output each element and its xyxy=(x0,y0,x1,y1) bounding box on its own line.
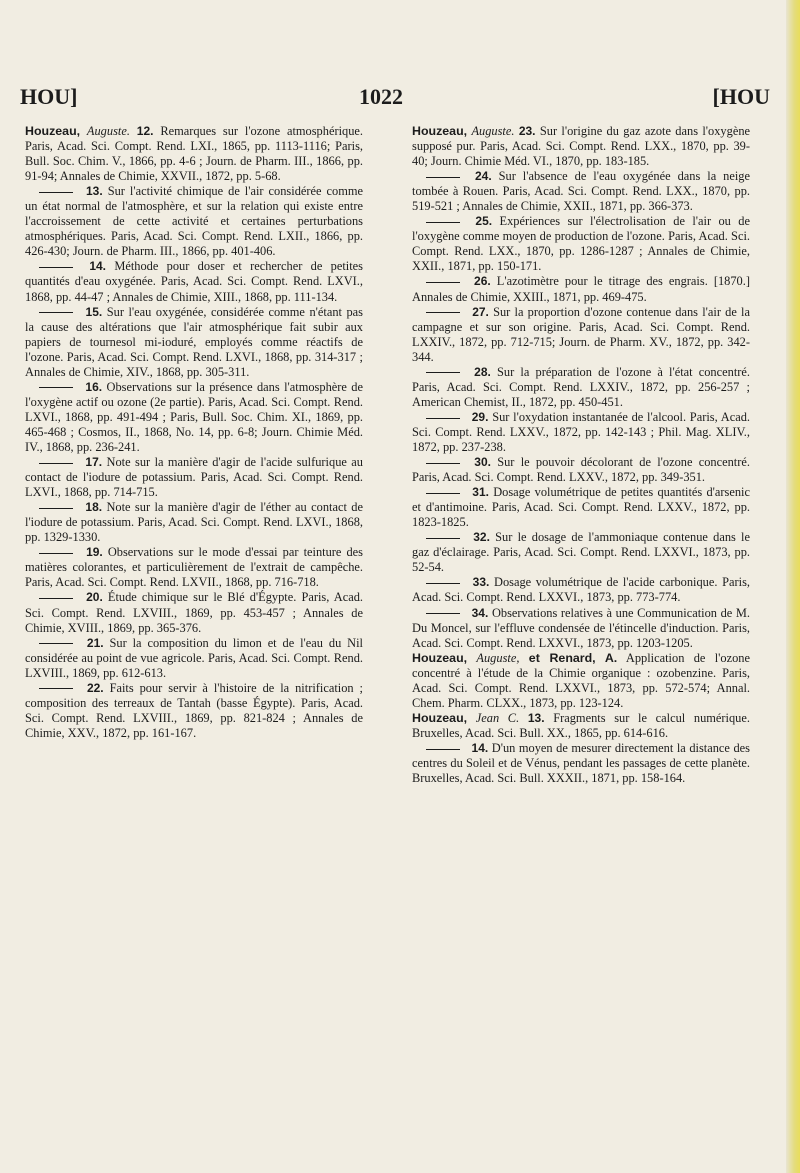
coauthor-name: et Renard, A. xyxy=(528,650,618,665)
bibliography-entry xyxy=(25,545,363,590)
entry-text: Note sur la manière d'agir de l'éther au contact de l'iodure de potassium. Paris, Acad. Sci. Compt. Rend. LXVI., 1868, pp. 1329-1330. xyxy=(25,500,363,545)
entry-text: Note sur la manière d'agir de l'acide sulfurique au contact de l'iodure de potassium. Paris, Acad. Sci. Compt. Rend. LXVI., 1868, pp. 714-715. xyxy=(25,455,363,500)
ditto-dash xyxy=(426,463,460,464)
header-right: [HOU xyxy=(712,84,770,109)
bibliography-entry xyxy=(412,606,750,651)
entry-text: Sur l'eau oxygénée, considérée comme n'étant pas la cause des altérations que l'air atmosphérique fait subir aux papiers de tournesol mi-ioduré, employés comme réactifs de l'ozone. Paris, Acad. Sci. Compt. Rend. LXVI., 1868, pp. 314-317 ; Annales de Chimie, XIV., 1868, pp. 305-311. xyxy=(25,304,363,379)
ditto-dash xyxy=(426,538,460,539)
entry-text: Fragments sur le calcul numérique. Bruxelles, Acad. Sci. Bull. XX., 1865, pp. 614-616. xyxy=(412,710,750,740)
entry-text: D'un moyen de mesurer directement la distance des centres du Soleil et de Vénus, pendant les passages de cette planète. Bruxelles, Acad. Sci. Bull. XXXII., 1871, pp. 158-164. xyxy=(412,740,750,786)
entry-number: 12. xyxy=(136,124,154,138)
header-left: HOU] xyxy=(20,84,78,109)
bibliography-entry xyxy=(412,711,750,741)
bibliography-entry xyxy=(412,455,750,485)
bibliography-entry xyxy=(412,365,750,410)
entry-text: Dosage volumétrique de l'acide carbonique. Paris, Acad. Sci. Compt. Rend. LXXVI., 1873, pp. 773-774. xyxy=(412,575,750,605)
entry-text: Sur la proportion d'ozone contenue dans l'air de la campagne et sur son origine. Paris, Acad. Sci. Compt. Rend. LXXIV., 1872, pp. 712-715; Journ. de Pharm. XV., 1872, pp. 342-344. xyxy=(412,304,750,364)
ditto-dash xyxy=(426,749,460,750)
ditto-dash xyxy=(39,553,73,554)
ditto-dash xyxy=(426,372,460,373)
entry-number: 30. xyxy=(474,455,491,470)
entry-number: 29. xyxy=(471,409,489,424)
entry-number: 23. xyxy=(518,124,536,138)
entry-text: Dosage volumétrique de petites quantités d'arsenic et d'antimoine. Paris, Acad. Sci. Compt. Rend. LXXV., 1872, pp. 1823-1825. xyxy=(412,485,750,530)
bibliography-entry xyxy=(412,741,750,786)
bibliography-entry xyxy=(412,410,750,455)
ditto-dash xyxy=(426,613,460,614)
entry-text: Observations sur la présence dans l'atmosphère de l'oxygène actif ou ozone (2e partie). Paris, Acad. Sci. Compt. Rend. LXVI., 1868, pp. 491-494 ; Paris, Bull. Soc. Chim. XI., 1869, pp. 465-468 ; Cosmos, II., 1868, No. 14, pp. 6-8; Journ. Chimie Méd. IV., 1868, pp. 236-241. xyxy=(25,379,363,454)
entry-number: 20. xyxy=(86,590,103,605)
entry-text: Remarques sur l'ozone atmosphérique. Paris, Acad. Sci. Compt. Rend. LXI., 1865, pp. 1113-1116; Paris, Bull. Soc. Chim. V., 1866, pp. 4-6 ; Journ. de Pharm. III., 1866, pp. 91-94; Annales de Chimie, XXVII., 1872, pp. 5-68. xyxy=(25,124,364,184)
entry-text: Sur la composition du limon et de l'eau du Nil considérée au point de vue agricole. Paris, Acad. Sci. Compt. Rend. LXVIII., 1869, pp. 612-613. xyxy=(25,635,363,680)
entry-text: Sur le dosage de l'ammoniaque contenue dans le gaz d'éclairage. Paris, Acad. Sci. Compt. Rend. LXXVI., 1873, pp. 52-54. xyxy=(412,530,750,575)
entry-text: Étude chimique sur le Blé d'Égypte. Paris, Acad. Sci. Compt. Rend. LXVIII., 1869, pp. 453-457 ; Annales de Chimie, XVIII., 1869, pp. 365-376. xyxy=(25,590,363,635)
bibliography-entry xyxy=(25,455,363,500)
entry-text: L'azotimètre pour le titrage des engrais. [1870.] Annales de Chimie, XXIII., 1871, pp. 469-475. xyxy=(412,274,750,304)
bibliography-entry xyxy=(25,636,363,681)
entry-number: 22. xyxy=(86,680,104,695)
bibliography-entry xyxy=(412,214,750,274)
author-given-name: Auguste. xyxy=(86,124,130,138)
bibliography-entry xyxy=(412,169,750,214)
ditto-dash xyxy=(39,598,73,599)
author-name: Houzeau, xyxy=(25,124,81,138)
author-given-name: Jean C. xyxy=(475,710,520,725)
bibliography-entry xyxy=(412,485,750,530)
ditto-dash xyxy=(426,418,460,419)
bibliography-entry xyxy=(25,500,363,545)
bibliography-entry xyxy=(25,124,363,184)
ditto-dash xyxy=(39,312,73,313)
entry-text: Sur le pouvoir décolorant de l'ozone concentré. Paris, Acad. Sci. Compt. Rend. LXXV., 1872, pp. 349-351. xyxy=(412,455,750,485)
entry-number: 32. xyxy=(473,530,490,545)
entry-number: 21. xyxy=(86,635,104,650)
entry-text: Faits pour servir à l'histoire de la nitrification ; composition des terreaux de Tantah (basse Égypte). Paris, Acad. Sci. Compt. Rend. LXVIII., 1869, pp. 821-824 ; Annales de Chimie, XXV., 1872, pp. 161-167. xyxy=(25,680,363,740)
author-name: Houzeau, xyxy=(412,710,468,725)
entry-text: Expériences sur l'électrolisation de l'air ou de l'oxygène comme moyen de production de l'ozone. Paris, Acad. Sci. Compt. Rend. LXX., 1870, pp. 1286-1287 ; Annales de Chimie, XXII., 1871, pp. 150-171. xyxy=(412,214,750,274)
bibliography-entry xyxy=(25,305,363,380)
entry-number: 27. xyxy=(472,304,489,319)
bibliography-entry xyxy=(25,184,363,259)
entry-number: 19. xyxy=(86,545,103,560)
entry-text: Sur l'activité chimique de l'air considérée comme un état normal de l'atmosphère, et sur la relation qui existe entre l'accroissement de cette activité et certaines perturbations atmosphériques. Paris, Acad. Sci. Compt. Rend. LXII., 1866, pp. 426-430; Journ. de Pharm. III., 1866, pp. 401-406. xyxy=(25,184,363,259)
author-name: Houzeau, xyxy=(412,650,468,665)
bibliography-entry xyxy=(412,124,750,169)
entry-number: 13. xyxy=(86,184,103,199)
bibliography-entry xyxy=(412,530,750,575)
ditto-dash xyxy=(426,493,460,494)
entry-number: 16. xyxy=(85,379,103,394)
entry-number: 13. xyxy=(527,710,545,725)
bibliography-entry xyxy=(25,590,363,635)
ditto-dash xyxy=(39,192,73,193)
entry-number: 14. xyxy=(471,740,489,755)
entry-text: Observations sur le mode d'essai par teinture des matières colorantes, et particulièrement de l'extrait de campêche. Paris, Acad. Sci. Compt. Rend. LXVII., 1868, pp. 716-718. xyxy=(25,545,363,590)
ditto-dash xyxy=(426,177,460,178)
entry-number: 26. xyxy=(474,274,491,289)
author-name: Houzeau, xyxy=(412,124,468,138)
left-column xyxy=(25,124,363,741)
entry-text: Méthode pour doser et rechercher de petites quantités d'eau oxygénée. Paris, Acad. Sci. Compt. Rend. LXVI., 1868, pp. 44-47 ; Annales de Chimie, XIII., 1868, pp. 111-134. xyxy=(25,259,363,304)
ditto-dash xyxy=(426,583,460,584)
entry-number: 28. xyxy=(474,364,491,379)
ditto-dash xyxy=(426,222,460,223)
entry-number: 24. xyxy=(474,169,492,184)
ditto-dash xyxy=(39,508,73,509)
right-column xyxy=(412,124,750,786)
entry-number: 25. xyxy=(475,214,493,229)
running-header xyxy=(20,84,770,110)
entry-text: Sur la préparation de l'ozone à l'état concentré. Paris, Acad. Sci. Compt. Rend. LXXIV., 1872, pp. 256-257 ; American Chemist, II., 1872, pp. 450-451. xyxy=(412,364,750,409)
ditto-dash xyxy=(39,267,73,268)
ditto-dash xyxy=(39,643,73,644)
bibliography-entry xyxy=(412,305,750,365)
bibliography-entry xyxy=(412,274,750,304)
entry-number: 18. xyxy=(85,500,103,515)
bibliography-entry xyxy=(412,575,750,605)
ditto-dash xyxy=(426,282,460,283)
entry-number: 33. xyxy=(472,575,490,590)
entry-number: 14. xyxy=(89,259,106,274)
entry-text: Sur l'origine du gaz azote dans l'oxygène supposé pur. Paris, Acad. Sci. Compt. Rend. LXX., 1870, pp. 39-40; Journ. Chimie Méd. VI., 1870, pp. 183-185. xyxy=(412,124,751,169)
entry-number: 34. xyxy=(471,605,489,620)
ditto-dash xyxy=(426,312,460,313)
bibliography-entry xyxy=(25,380,363,455)
entry-number: 31. xyxy=(472,485,489,500)
entry-number: 15. xyxy=(85,304,103,319)
bibliography-entry xyxy=(25,681,363,741)
bibliography-entry xyxy=(25,259,363,304)
author-given-name: Auguste, xyxy=(476,650,520,665)
ditto-dash xyxy=(39,463,73,464)
ditto-dash xyxy=(39,387,73,388)
page-number: 1022 xyxy=(359,84,403,109)
entry-text: Application de l'ozone concentré à l'étude de la Chimie organique : ozobenzine. Paris, Acad. Sci. Compt. Rend. LXXVI., 1873, pp. 572-574; Annal. Chem. Pharm. CLXX., 1873, pp. 123-124. xyxy=(412,650,751,710)
entry-text: Sur l'absence de l'eau oxygénée dans la neige tombée à Rouen. Paris, Acad. Sci. Compt. Rend. LXX., 1870, pp. 519-521 ; Annales de Chimie, XXII., 1871, pp. 366-373. xyxy=(412,169,750,214)
author-given-name: Auguste. xyxy=(471,124,515,138)
page-edge xyxy=(786,0,800,1173)
bibliography-entry xyxy=(412,651,750,711)
ditto-dash xyxy=(39,688,73,689)
entry-text: Observations relatives à une Communication de M. Du Moncel, sur l'effluve condensée de l'étincelle d'induction. Paris, Acad. Sci. Compt. Rend. LXXVI., 1873, pp. 1203-1205. xyxy=(412,605,751,650)
entry-number: 17. xyxy=(85,455,103,470)
entry-text: Sur l'oxydation instantanée de l'alcool. Paris, Acad. Sci. Compt. Rend. LXXV., 1872, pp. 142-143 ; Phil. Mag. XLIV., 1872, pp. 237-238. xyxy=(412,409,750,454)
